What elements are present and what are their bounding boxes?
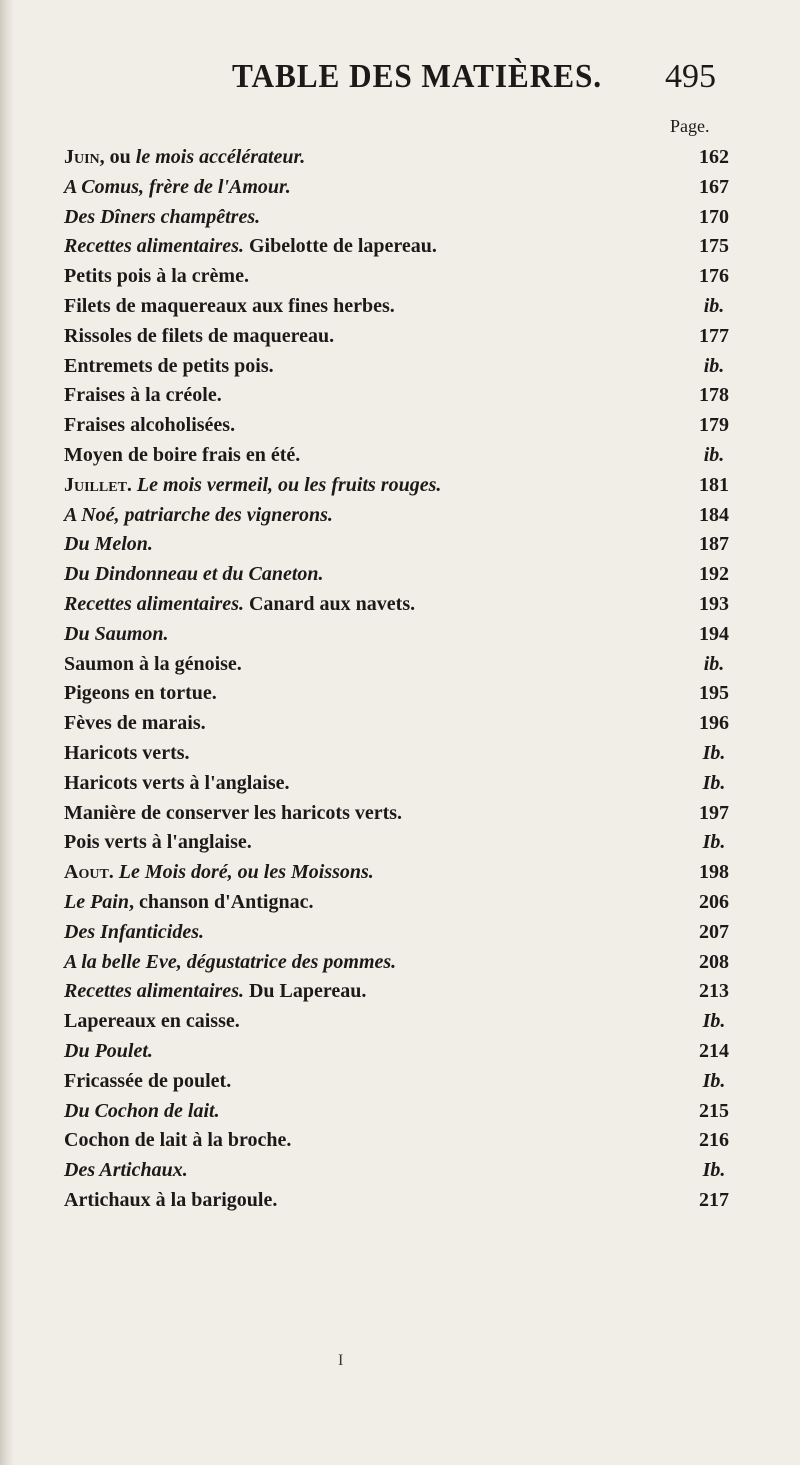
entry-title-part: Entremets de petits pois. xyxy=(64,354,274,377)
toc-entry xyxy=(64,980,744,1010)
toc-entry xyxy=(64,831,744,861)
entry-title xyxy=(64,1040,153,1063)
stray-mark: I xyxy=(338,1352,344,1369)
entry-title xyxy=(64,146,305,169)
entry-title-part: Artichaux à la barigoule. xyxy=(64,1188,278,1211)
entry-title xyxy=(64,861,374,884)
entry-page-number: 176 xyxy=(699,265,729,288)
entry-page-number: Ib. xyxy=(702,831,726,854)
toc-entry xyxy=(64,653,744,683)
entry-page-number: Ib. xyxy=(702,1159,726,1182)
entry-title xyxy=(64,384,222,407)
entry-title xyxy=(64,444,300,467)
page-column-label: Page. xyxy=(670,116,710,136)
toc-entry xyxy=(64,1129,744,1159)
entry-title-part: Rissoles de filets de maquereau. xyxy=(64,324,335,347)
entry-title-part: Moyen de boire frais en été. xyxy=(64,443,301,466)
entry-title-part: le mois accélérateur. xyxy=(135,146,306,168)
toc-entry xyxy=(64,1070,744,1100)
toc-entry xyxy=(64,414,744,444)
entry-title-part: Fraises à la créole. xyxy=(64,384,222,407)
entry-page-number: 170 xyxy=(699,205,729,228)
toc-entry xyxy=(64,1189,744,1219)
entry-page-number: 197 xyxy=(699,801,729,824)
entry-title-part: Du Poulet. xyxy=(64,1039,153,1062)
entry-page-number: Ib. xyxy=(702,741,726,764)
entry-title-part: Cochon de lait à la broche. xyxy=(64,1129,292,1152)
entry-title xyxy=(64,623,169,646)
entry-title-part: Petits pois à la crème. xyxy=(64,265,249,288)
toc-entry xyxy=(64,206,744,236)
entry-title-part: Manière de conserver les haricots verts. xyxy=(64,801,403,824)
entry-page-number: 162 xyxy=(699,146,729,168)
entry-page-number: 177 xyxy=(699,324,729,347)
entry-title-part: A Noé, patriarche des vignerons. xyxy=(64,503,333,526)
entry-page-number: 206 xyxy=(699,890,729,913)
toc-entry xyxy=(64,802,744,832)
entry-title-part: Pois verts à l'anglaise. xyxy=(64,831,252,854)
toc-entry xyxy=(64,593,744,623)
entry-title xyxy=(64,355,274,378)
entry-page-number: 215 xyxy=(699,1099,729,1122)
entry-title xyxy=(64,1129,291,1152)
entry-title xyxy=(64,802,402,825)
entry-title xyxy=(64,712,206,735)
entry-title xyxy=(64,265,249,288)
entry-page-number: Ib. xyxy=(702,1010,726,1033)
entry-title-part: . xyxy=(108,861,119,884)
toc-entry xyxy=(64,444,744,474)
entry-title xyxy=(64,474,441,497)
toc-entry xyxy=(64,921,744,951)
toc-entry xyxy=(64,1159,744,1189)
toc-entry xyxy=(64,712,744,742)
toc-entry xyxy=(64,265,744,295)
running-head xyxy=(0,58,800,108)
entry-page-number: 187 xyxy=(699,533,729,556)
entry-page-number: ib. xyxy=(703,443,725,466)
entry-page-number: 178 xyxy=(699,384,729,407)
entry-page-number: ib. xyxy=(703,354,725,377)
entry-page-number: 167 xyxy=(699,175,729,198)
toc-entry xyxy=(64,563,744,593)
entry-title xyxy=(64,325,334,348)
entry-page-number: 193 xyxy=(699,592,729,615)
page-title: TABLE DES MATIÈRES. xyxy=(232,58,603,95)
entry-page-number: Ib. xyxy=(702,771,726,794)
entry-title-part: Gibelotte de lapereau. xyxy=(243,235,437,258)
entry-title xyxy=(64,831,252,854)
entry-title xyxy=(64,1159,188,1182)
toc-entry xyxy=(64,861,744,891)
entry-title-part: Canard aux navets. xyxy=(243,592,416,615)
entry-page-number: ib. xyxy=(703,652,725,675)
entry-title-part: Saumon à la génoise. xyxy=(64,652,242,675)
entry-page-number: 198 xyxy=(699,861,729,884)
entry-title-part: Du Lapereau. xyxy=(243,980,367,1003)
entry-title-part: Fraises alcoholisées. xyxy=(64,414,236,437)
toc-entry xyxy=(64,682,744,712)
entry-title-part: Du Cochon de lait. xyxy=(64,1099,220,1122)
entry-title-part: Du Dindonneau et du Caneton. xyxy=(64,563,324,586)
entry-title xyxy=(64,235,437,258)
entry-title xyxy=(64,980,366,1003)
entry-page-number: 208 xyxy=(699,950,729,973)
entry-title xyxy=(64,176,291,199)
entry-title-part: , ou xyxy=(99,146,136,168)
entry-title-part: Fricassée de poulet. xyxy=(64,1069,232,1092)
toc-entry xyxy=(64,295,744,325)
toc-entry xyxy=(64,504,744,534)
entry-title xyxy=(64,653,242,676)
entry-title-part: Des Dîners champêtres. xyxy=(64,205,261,228)
entry-title xyxy=(64,682,217,705)
entry-title-part: Le Mois doré, ou les Moissons. xyxy=(118,861,374,884)
entry-title xyxy=(64,206,260,229)
entry-page-number: 194 xyxy=(699,622,729,645)
entry-title xyxy=(64,563,324,586)
entry-page-number: 179 xyxy=(699,414,729,437)
toc-entry xyxy=(64,623,744,653)
toc-entry xyxy=(64,951,744,981)
toc-entry xyxy=(64,533,744,563)
page-number: 495 xyxy=(665,58,716,95)
entry-title-part: Du Melon. xyxy=(64,533,153,556)
toc-entry xyxy=(64,1040,744,1070)
entry-title xyxy=(64,921,204,944)
entry-title-part: Lapereaux en caisse. xyxy=(64,1010,240,1033)
entry-page-number: 216 xyxy=(699,1129,729,1152)
entry-title xyxy=(64,1010,240,1033)
entry-title-part: Aout xyxy=(64,861,109,884)
entry-page-number: 213 xyxy=(699,980,729,1003)
toc-entry xyxy=(64,742,744,772)
entry-page-number: ib. xyxy=(703,294,725,317)
toc-entry xyxy=(64,1010,744,1040)
entry-title xyxy=(64,533,153,556)
entry-title-part: Recettes alimentaires. xyxy=(64,235,244,258)
entry-title-part: Le mois vermeil, ou les fruits rouges. xyxy=(136,473,442,496)
entry-title-part: Filets de maquereaux aux fines herbes. xyxy=(64,294,395,317)
toc-entry xyxy=(64,176,744,206)
table-of-contents xyxy=(64,146,744,1219)
toc-entry xyxy=(64,146,744,176)
entry-title xyxy=(64,1189,277,1212)
entry-title-part: Recettes alimentaires. xyxy=(64,592,244,615)
entry-title-part: Du Saumon. xyxy=(64,622,169,645)
entry-title-part: A la belle Eve, dégustatrice des pommes. xyxy=(64,950,397,973)
entry-page-number: 181 xyxy=(699,473,729,496)
entry-title xyxy=(64,414,235,437)
entry-title-part: Des Infanticides. xyxy=(64,920,204,943)
entry-title-part: , chanson d'Antignac. xyxy=(129,890,314,913)
entry-title-part: Fèves de marais. xyxy=(64,712,206,735)
page-binding-edge xyxy=(0,0,14,1465)
entry-page-number: 192 xyxy=(699,563,729,586)
toc-entry xyxy=(64,235,744,265)
entry-page-number: 214 xyxy=(699,1039,729,1062)
entry-title-part: Juillet xyxy=(64,473,127,496)
entry-title xyxy=(64,951,396,974)
toc-entry xyxy=(64,1100,744,1130)
entry-title xyxy=(64,1070,231,1093)
entry-page-number: 196 xyxy=(699,712,729,735)
toc-entry xyxy=(64,384,744,414)
entry-page-number: 195 xyxy=(699,682,729,705)
entry-title xyxy=(64,1100,220,1123)
entry-title xyxy=(64,504,333,527)
entry-title xyxy=(64,772,290,795)
entry-page-number: 207 xyxy=(699,920,729,943)
entry-title-part: Juin xyxy=(64,146,100,168)
entry-title-part: . xyxy=(126,473,137,496)
entry-title xyxy=(64,295,395,318)
entry-title xyxy=(64,742,190,765)
entry-page-number: 184 xyxy=(699,503,729,526)
entry-page-number: 217 xyxy=(699,1188,729,1211)
entry-title-part: Des Artichaux. xyxy=(64,1159,188,1182)
toc-entry xyxy=(64,325,744,355)
entry-title xyxy=(64,891,314,914)
entry-title xyxy=(64,593,415,616)
toc-entry xyxy=(64,474,744,504)
entry-title-part: Haricots verts. xyxy=(64,741,190,764)
entry-title-part: Haricots verts à l'anglaise. xyxy=(64,771,290,794)
toc-entry xyxy=(64,891,744,921)
entry-title-part: Recettes alimentaires. xyxy=(64,980,244,1003)
entry-title-part: Le Pain xyxy=(64,890,129,913)
entry-title-part: Pigeons en tortue. xyxy=(64,682,217,705)
entry-page-number: 175 xyxy=(699,235,729,258)
entry-page-number: Ib. xyxy=(702,1069,726,1092)
entry-title-part: A Comus, frère de l'Amour. xyxy=(64,175,291,198)
toc-entry xyxy=(64,355,744,385)
toc-entry xyxy=(64,772,744,802)
